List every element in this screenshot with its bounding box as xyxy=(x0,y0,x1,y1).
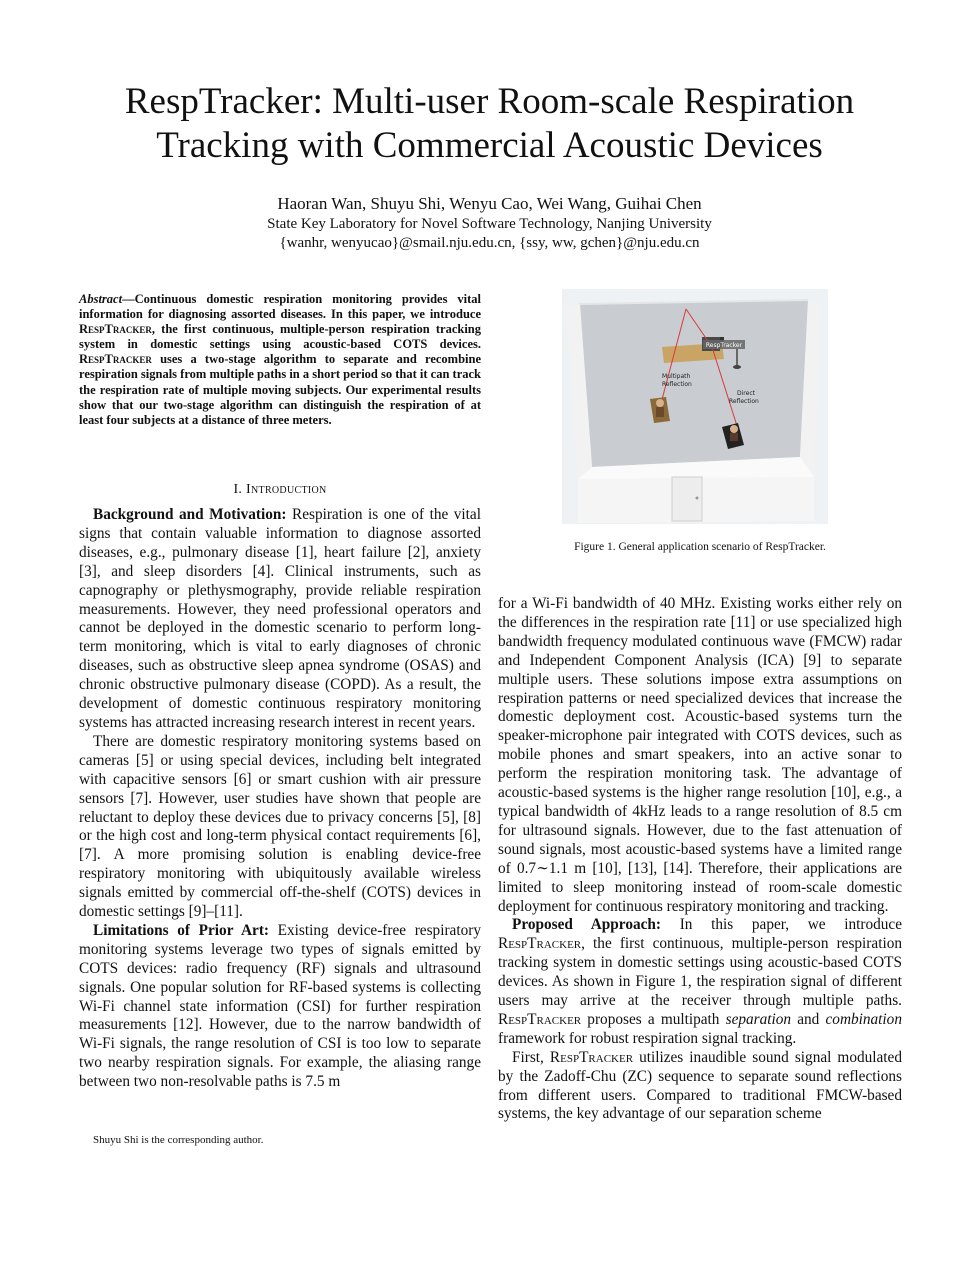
abstract-dash: — xyxy=(122,292,135,306)
label-direct-line1: Direct xyxy=(737,390,755,397)
right-column-body xyxy=(498,595,902,1124)
label-resptracker: RespTracker xyxy=(705,342,743,349)
author-list: Haoran Wan, Shuyu Shi, Wenyu Cao, Wei Wang, Guihai Chen xyxy=(277,194,702,213)
abstract xyxy=(79,292,481,428)
door-handle xyxy=(696,497,699,500)
proposed-text-1: In this paper, we introduce xyxy=(661,916,903,934)
section-heading-introduction xyxy=(79,482,481,498)
proposed-emphasis-separation: separation xyxy=(725,1010,792,1028)
author-emails: {wanhr, wenyucao}@smail.nju.edu.cn, {ssy, ww, gchen}@nju.edu.cn xyxy=(279,235,700,251)
abstract-system-name: RespTracker xyxy=(79,322,152,337)
person-2-body xyxy=(730,433,738,441)
proposed-text-4: framework for robust respiration signal tracking. xyxy=(498,1029,797,1047)
abstract-system-name-2: RespTracker xyxy=(79,352,152,367)
paragraph-domestic-systems: There are domestic respiratory monitoring systems based on cameras [5] or using special devices, including belt integrated with capacitive sensors [6] or smart cushion with air pressure sensors [7]. However, user studies have shown that people are reluctant to deploy these devices due to privacy concerns [5], [8] or the high cost and long-term physical contact requirements [6], [7]. A more promising solution is enabling device-free respiratory monitoring with ubiquitously available wireless signals emitted by commercial off-the-shelf (COTS) devices in domestic settings [9]–[11]. xyxy=(79,732,481,921)
abstract-text-2: , the first continuous, multiple-person respiration tracking system in domestic settings using acoustic-based COTS devices. xyxy=(79,322,481,352)
figure-room-scenario xyxy=(562,289,828,524)
abstract-text-3: uses a two-stage algorithm to separate and recombine respiration signals from multiple paths in a short period so that it can track the respiration rate of multiple moving subjects. Our experimental results show that our two-stage algorithm can distinguish the respiration of at least four subjects at a distance of three meters. xyxy=(79,352,481,427)
first-step-text-1: First, xyxy=(512,1048,550,1066)
affiliation: State Key Laboratory for Novel Software Technology, Nanjing University xyxy=(267,216,712,232)
abstract-text-1: Continuous domestic respiration monitoring provides vital information for diagnosing assorted diseases. In this paper, we introduce xyxy=(79,292,481,322)
label-multipath-line2: Reflection xyxy=(662,381,692,388)
first-step-text-2: utilizes inaudible sound signal modulated by the Zadoff-Chu (ZC) sequence to separate sound reflections from different users. Compared to traditional FMCW-based systems, the key advantage of our separation scheme xyxy=(498,1048,902,1123)
proposed-system-name-2: RespTracker xyxy=(498,1010,582,1028)
label-multipath-line1: Multipath xyxy=(662,373,691,380)
proposed-text-3: proposes a multipath xyxy=(581,1010,726,1028)
footnote: Shuyu Shi is the corresponding author. xyxy=(93,1134,264,1146)
room-floor xyxy=(580,301,808,467)
proposed-emphasis-combination: combination xyxy=(825,1010,902,1028)
paragraph-first-step xyxy=(498,1049,902,1125)
abstract-label: Abstract xyxy=(79,292,123,306)
person-2-head xyxy=(730,425,738,433)
paragraph-existing-works: for a Wi-Fi bandwidth of 40 MHz. Existing works either rely on the differences in the respiration rate [11] or use specialized high bandwidth frequency modulated continuous wave (FMCW) radar and Independent Component Analysis (ICA) [9] to separate multiple users. These solutions impose extra assumptions on respiration patterns or need specialized devices that increase the domestic deployment cost. Acoustic-based systems turn the speaker-microphone pair integrated with COTS devices, such as mobile phones and smart speakers, into an active sonar to perform the respiration monitoring task. The advantage of acoustic-based systems is the higher range resolution [10], e.g., a typical bandwidth of 4kHz leads to a range resolution of 8.5 cm for ultrasound signals. However, due to the fast attenuation of sound signals, most acoustic-based systems have a limited range of 0.7∼1.1 m [10], [13], [14]. Therefore, their applications are limited to sleep monitoring instead of room-scale domestic deployment for continuous respiratory monitoring and tracking. xyxy=(498,595,902,915)
paragraph-heading-proposed: Proposed Approach: xyxy=(512,916,662,934)
paper-title: RespTracker: Multi-user Room-scale Respiration Tracking with Commercial Acoustic Devices xyxy=(124,81,855,166)
paragraph-limitations xyxy=(79,922,481,1092)
person-1-body xyxy=(656,407,664,417)
first-step-system-name: RespTracker xyxy=(549,1048,634,1066)
person-1-head xyxy=(656,399,664,407)
section-title: Introduction xyxy=(246,482,327,497)
paragraph-background xyxy=(79,506,481,733)
paragraph-text-background: Respiration is one of the vital signs that contain valuable information to diagnose assorted diseases, e.g., pulmonary disease [1], heart failure [2], anxiety [3], and sleep disorders [4]. Clinical instruments, such as capnography or plethysmography, provide reliable respiration measurements. However, they need professional operators and cannot be deployed in the domestic scenario to perform long-term monitoring, which is vital to early diagnoses of chronic diseases, such as obstructive sleep apnea syndrome (OSAS) and chronic obstructive pulmonary disease (COPD). As a result, the development of domestic continuous respiratory monitoring systems has attracted increasing research interest in recent years. xyxy=(79,506,481,731)
lamp-base xyxy=(733,365,741,369)
paragraph-proposed-approach xyxy=(498,916,902,1048)
paragraph-heading-limitations: Limitations of Prior Art: xyxy=(93,921,270,939)
paragraph-text-limitations: Existing device-free respiratory monitoring systems leverage two types of signals emitted by COTS devices: radio frequency (RF) signals and ultrasound signals. One popular solution for RF-based systems is collecting Wi-Fi channel state information (CSI) for further respiration measurements [12]. However, due to the narrow bandwidth of Wi-Fi signals, the range resolution of CSI is too low to separate two nearby respiration signals. For example, the aliasing range between two non-resolvable paths is 7.5 m xyxy=(79,921,481,1091)
label-direct-line2: Reflection xyxy=(729,398,759,405)
proposed-system-name: RespTracker xyxy=(498,935,582,953)
proposed-and: and xyxy=(791,1010,826,1028)
proposed-text-2: , the first continuous, multiple-person respiration tracking system in domestic settings using acoustic-based COTS devices. As shown in Figure 1, the respiration signal of different users may arrive at the receiver through multiple paths. xyxy=(498,935,902,1010)
left-column-body xyxy=(79,506,481,1092)
section-number: I. xyxy=(233,482,243,497)
figure-caption: Figure 1. General application scenario of RespTracker. xyxy=(574,541,826,553)
paragraph-heading-background: Background and Motivation: xyxy=(93,506,287,523)
